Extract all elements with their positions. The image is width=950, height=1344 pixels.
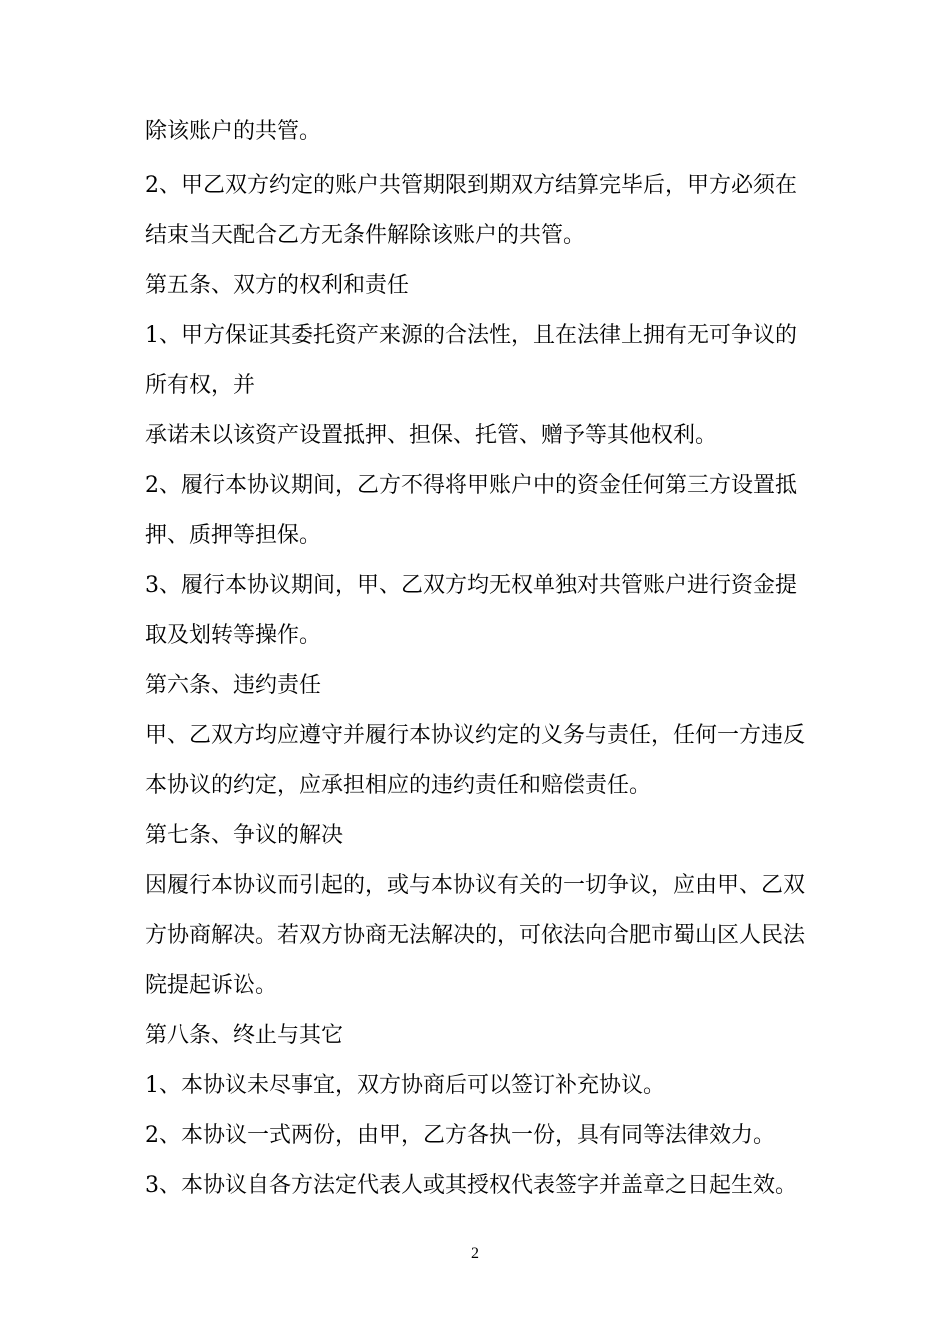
text-line: 2、本协议一式两份，由甲，乙方各执一份，具有同等法律效力。	[145, 1123, 775, 1148]
text-line: 1、甲方保证其委托资产来源的合法性，且在法律上拥有无可争议的	[145, 323, 797, 348]
text-line: 3、本协议自各方法定代表人或其授权代表签字并盖章之日起生效。	[145, 1173, 797, 1198]
text-line: 取及划转等操作。	[145, 623, 322, 648]
text-line: 方协商解决。若双方协商无法解决的，可依法向合肥市蜀山区人民法	[145, 923, 806, 948]
text-line: 押、质押等担保。	[145, 523, 322, 548]
text-line: 承诺未以该资产设置抵押、担保、托管、赠予等其他权利。	[145, 423, 718, 448]
text-line: 甲、乙双方均应遵守并履行本协议约定的义务与责任，任何一方违反	[145, 723, 806, 748]
section-heading: 第八条、终止与其它	[145, 1023, 344, 1048]
text-line: 2、甲乙双方约定的账户共管期限到期双方结算完毕后，甲方必须在	[145, 173, 797, 198]
text-line: 所有权，并	[145, 373, 256, 398]
text-line: 1、本协议未尽事宜，双方协商后可以签订补充协议。	[145, 1073, 665, 1098]
text-line: 除该账户的共管。	[145, 119, 322, 144]
text-line: 本协议的约定，应承担相应的违约责任和赔偿责任。	[145, 773, 652, 798]
text-line: 3、履行本协议期间，甲、乙双方均无权单独对共管账户进行资金提	[145, 573, 797, 598]
page-number: 2	[471, 1245, 479, 1262]
section-heading: 第五条、双方的权利和责任	[145, 273, 410, 298]
section-heading: 第六条、违约责任	[145, 673, 322, 698]
text-line: 2、履行本协议期间，乙方不得将甲账户中的资金任何第三方设置抵	[145, 473, 797, 498]
text-line: 结束当天配合乙方无条件解除该账户的共管。	[145, 223, 586, 248]
text-line: 因履行本协议而引起的，或与本协议有关的一切争议，应由甲、乙双	[145, 873, 806, 898]
section-heading: 第七条、争议的解决	[145, 823, 344, 848]
text-line: 院提起诉讼。	[145, 973, 278, 998]
